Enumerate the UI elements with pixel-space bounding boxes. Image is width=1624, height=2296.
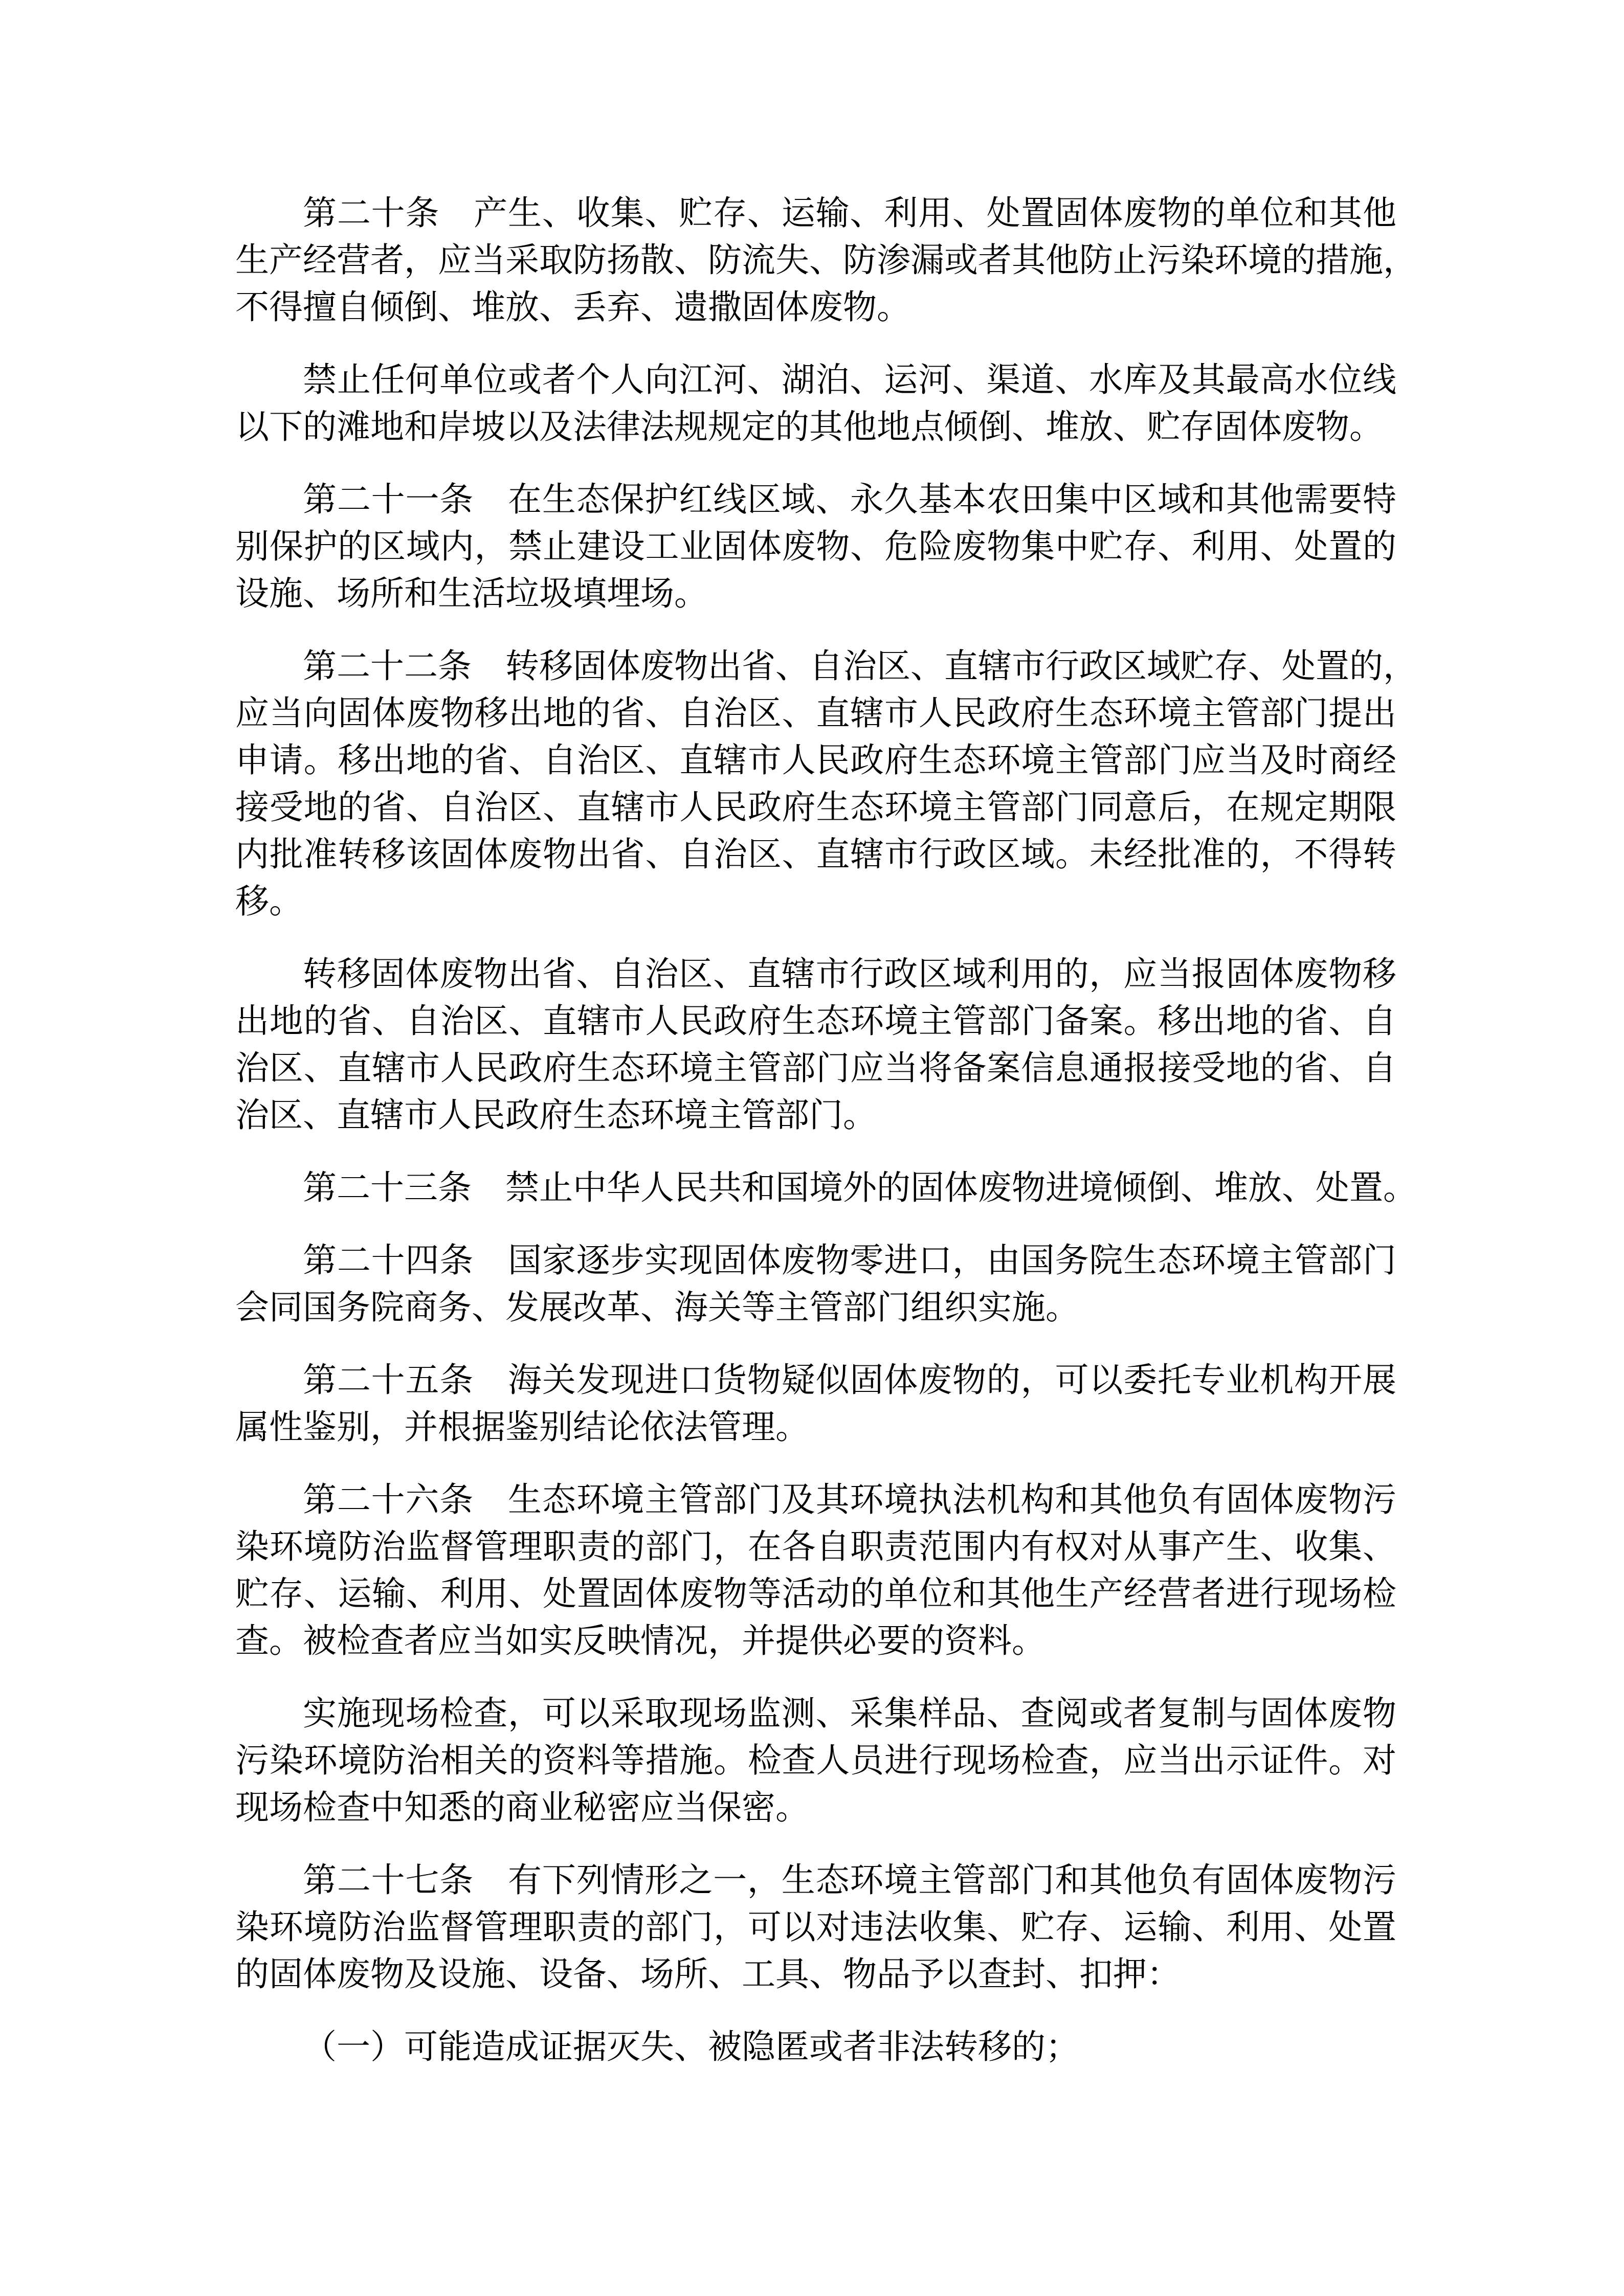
text-line: 别保护的区域内，禁止建设工业固体废物、危险废物集中贮存、利用、处置的 — [235, 528, 1396, 566]
paragraph — [235, 1357, 1396, 1451]
text-line: 设施、场所和生活垃圾填埋场。 — [235, 575, 708, 613]
paragraph — [235, 1165, 1417, 1212]
text-line: 以下的滩地和岸坡以及法律法规规定的其他地点倾倒、堆放、贮存固体废物。 — [235, 409, 1383, 446]
text-line: 现场检查中知悉的商业秘密应当保密。 — [235, 1789, 809, 1827]
paragraph — [235, 2024, 1396, 2071]
text-line: 第二十一条 在生态保护红线区域、永久基本农田集中区域和其他需要特 — [303, 481, 1396, 519]
paragraph — [235, 357, 1396, 451]
paragraph — [235, 951, 1396, 1139]
paragraph — [235, 643, 1417, 926]
text-line: 第二十七条 有下列情形之一，生态环境主管部门和其他负有固体废物污 — [303, 1862, 1396, 1899]
text-line: 染环境防治监督管理职责的部门，在各自职责范围内有权对从事产生、收集、 — [235, 1528, 1396, 1566]
text-line: 接受地的省、自治区、直辖市人民政府生态环境主管部门同意后，在规定期限 — [235, 789, 1396, 826]
paragraph — [235, 1237, 1396, 1332]
text-line: 出地的省、自治区、直辖市人民政府生态环境主管部门备案。移出地的省、自 — [235, 1003, 1396, 1040]
text-line: 会同国务院商务、发展改革、海关等主管部门组织实施。 — [235, 1289, 1079, 1326]
text-line: 第二十四条 国家逐步实现固体废物零进口，由国务院生态环境主管部门 — [303, 1242, 1396, 1279]
text-line: 申请。移出地的省、自治区、直辖市人民政府生态环境主管部门应当及时商经 — [235, 742, 1396, 779]
document-body — [235, 190, 1417, 2071]
text-line: 染环境防治监督管理职责的部门，可以对违法收集、贮存、运输、利用、处置 — [235, 1909, 1396, 1946]
text-line: 应当向固体废物移出地的省、自治区、直辖市人民政府生态环境主管部门提出 — [235, 695, 1396, 732]
text-line: 的固体废物及设施、设备、场所、工具、物品予以查封、扣押： — [235, 1956, 1181, 1993]
text-line: 第二十三条 禁止中华人民共和国境外的固体废物进境倾倒、堆放、处置。 — [303, 1169, 1417, 1207]
paragraph — [235, 1477, 1396, 1665]
paragraph — [235, 1857, 1396, 1998]
text-line: 治区、直辖市人民政府生态环境主管部门。 — [235, 1097, 877, 1134]
text-line: 第二十六条 生态环境主管部门及其环境执法机构和其他负有固体废物污 — [303, 1481, 1396, 1519]
text-line: （一）可能造成证据灭失、被隐匿或者非法转移的； — [303, 2029, 1079, 2066]
text-line: 贮存、运输、利用、处置固体废物等活动的单位和其他生产经营者进行现场检 — [235, 1575, 1396, 1613]
text-line: 治区、直辖市人民政府生态环境主管部门应当将备案信息通报接受地的省、自 — [235, 1050, 1396, 1087]
text-line: 属性鉴别，并根据鉴别结论依法管理。 — [235, 1409, 809, 1446]
text-line: 移。 — [235, 883, 303, 920]
paragraph — [235, 190, 1417, 331]
text-line: 污染环境防治相关的资料等措施。检查人员进行现场检查，应当出示证件。对 — [235, 1742, 1396, 1780]
text-line: 禁止任何单位或者个人向江河、湖泊、运河、渠道、水库及其最高水位线 — [303, 362, 1396, 399]
text-line: 生产经营者，应当采取防扬散、防流失、防渗漏或者其他防止污染环境的措施， — [235, 242, 1417, 279]
paragraph — [235, 1691, 1396, 1832]
text-line: 第二十条 产生、收集、贮存、运输、利用、处置固体废物的单位和其他 — [303, 195, 1396, 232]
text-line: 查。被检查者应当如实反映情况，并提供必要的资料。 — [235, 1623, 1045, 1660]
text-line: 转移固体废物出省、自治区、直辖市行政区域利用的，应当报固体废物移 — [303, 956, 1396, 993]
text-line: 第二十五条 海关发现进口货物疑似固体废物的，可以委托专业机构开展 — [303, 1362, 1396, 1399]
text-line: 实施现场检查，可以采取现场监测、采集样品、查阅或者复制与固体废物 — [303, 1695, 1396, 1732]
paragraph — [235, 477, 1396, 618]
text-line: 内批准转移该固体废物出省、自治区、直辖市行政区域。未经批准的，不得转 — [235, 836, 1396, 873]
text-line: 不得擅自倾倒、堆放、丢弃、遗撒固体废物。 — [235, 289, 910, 326]
text-line: 第二十二条 转移固体废物出省、自治区、直辖市行政区域贮存、处置的， — [303, 648, 1417, 685]
